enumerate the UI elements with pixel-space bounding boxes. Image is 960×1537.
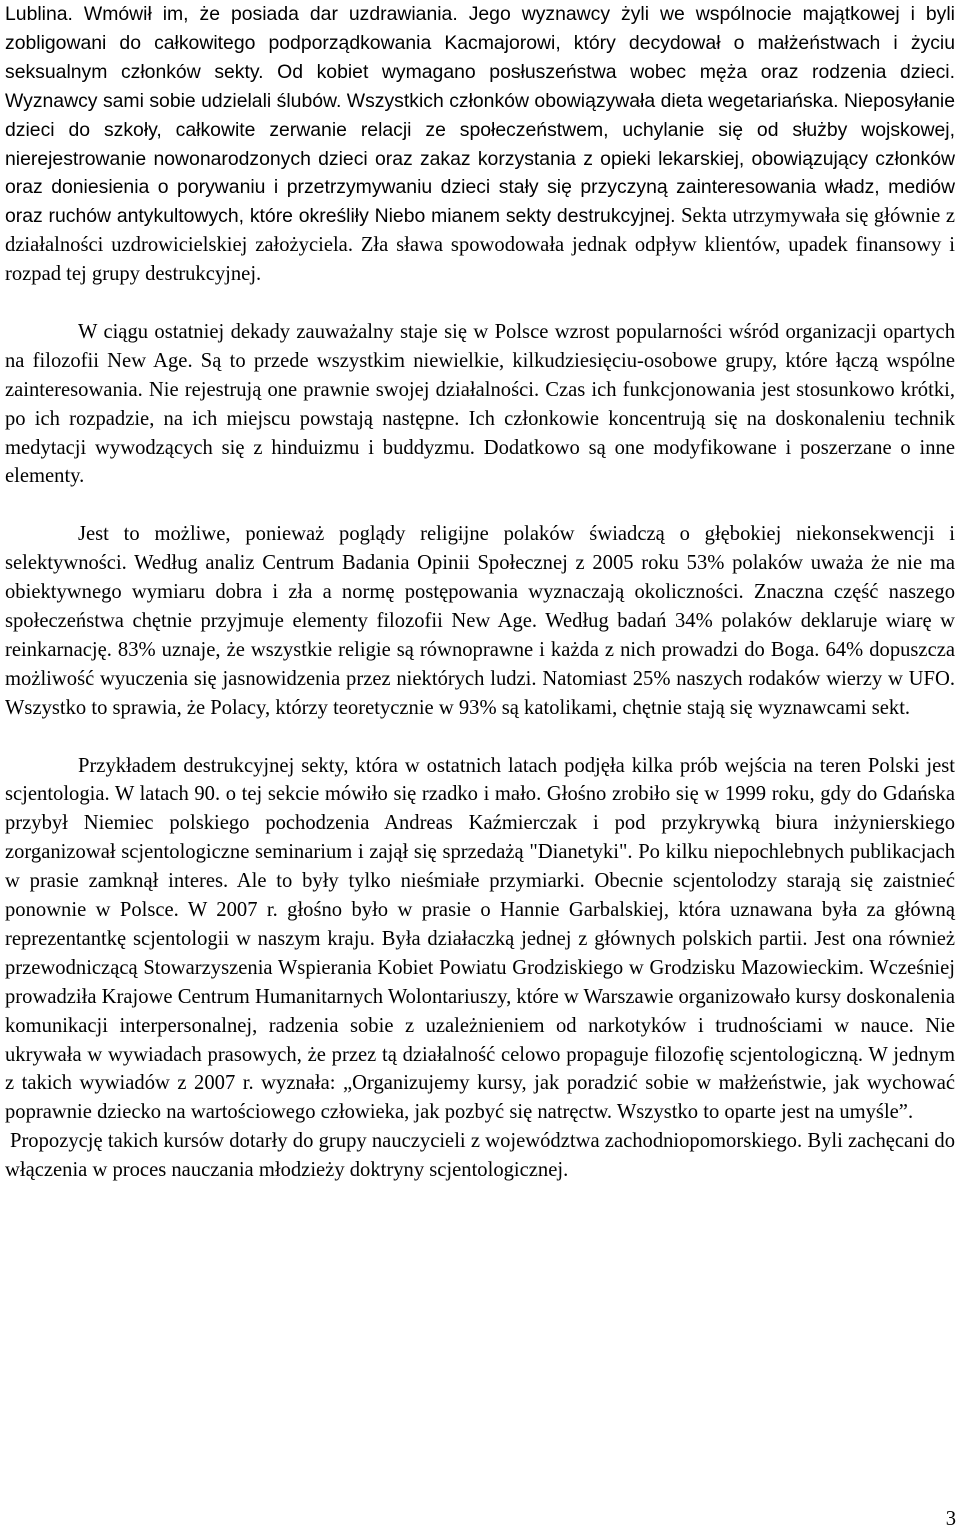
- paragraph-3: [5, 520, 955, 722]
- paragraph-1-segment-3: Nieposyłanie dzieci do szkoły, całkowite zerwanie relacji ze społeczeństwem, uchylanie się od służby wojskowej, nierejestrowanie nowonarodzonych dzieci oraz zakaz korzystania z opieki lekarskiej, obowiązujący członków oraz doniesienia o porywaniu i przetrzymywaniu dzieci stały się przyczyną zainteresowania władz, mediów oraz ruchów antykultowych, które określiły Niebo mianem sekty destrukcyjnej.: [5, 89, 955, 228]
- paragraph-1-segment-1: Lublina. Wmówił im, że posiada dar uzdrawiania. Jego wyznawcy żyli we wspólnocie majątkowej i byli zobligowani do całkowitego podporządkowania Kacmajorowi, który decydował o małżeństwach i życiu seksualnym członków sekty.: [5, 3, 955, 83]
- paragraph-1: [5, 0, 955, 289]
- paragraph-2: [5, 318, 955, 491]
- paragraph-2-text: W ciągu ostatniej dekady zauważalny staje się w Polsce wzrost popularności wśród organizacji opartych na filozofii New Age. Są to przede wszystkim niewielkie, kilkudziesięciu-osobowe grupy, które łączą wspólne zainteresowania. Nie rejestrują one prawnie swojej działalności. Czas ich funkcjonowania jest stosunkowo krótki, po ich rozpadzie, na ich miejscu powstają następne. Ich członkowie koncentrują się na doskonaleniu technik medytacji wywodzących się z hinduizmu i buddyzmu. Dodatkowo są one modyfikowane i poszerzane o inne elementy.: [5, 320, 955, 488]
- paragraph-1-segment-4: Sekta utrzymywała się głównie z działalności uzdrowicielskiej założyciela. Zła sława spowodowała jednak odpływ klientów, upadek finansowy i rozpad tej grupy destrukcyjnej.: [5, 205, 955, 286]
- paragraph-4-text: Przykładem destrukcyjnej sekty, która w ostatnich latach podjęła kilka prób wejścia na teren Polski jest scjentologia. W latach 90. o tej sekcie mówiło się rzadko i mało. Głośno zrobiło się w 1999 roku, gdy do Gdańska przybył Niemiec polskiego pochodzenia Andreas Kaźmierczak i pod przykrywką biura inżynierskiego zorganizował scjentologiczne seminarium i zajął się sprzedażą "Dianetyki". Po kilku niepochlebnych publikacjach w prasie zamknął interes. Ale to były tylko nieśmiałe przymiarki. Obecnie scjentolodzy starają się zaistnieć ponownie w Polsce. W 2007 r. głośno było w prasie o Hannie Garbalskiej, która uznawana była za główną reprezentantkę scjentologii w naszym kraju. Była działaczką jednej z głównych polskich partii. Jest ona również przewodniczącą Stowarzyszenia Wspierania Kobiet Powiatu Grodziskiego w Grodzisku Mazowieckim. Wcześniej prowadziła Krajowe Centrum Humanitarnych Wolontariuszy, które w Warszawie organizowało kursy doskonalenia komunikacji interpersonalnej, radzenia sobie z uzależnieniem od narkotyków i trudnościami w nauce. Nie ukrywała w wywiadach prasowych, że przez tą działalność celowo propaguje filozofię scjentologiczną. W jednym z takich wywiadów z 2007 r. wyznała: „Organizujemy kursy, jak poradzić sobie w małżeństwie, jak wychować poprawnie dziecko na wartościowego człowieka, jak pozbyć się natręctw. Wszystko to oparte jest na umyśle”.: [5, 754, 955, 1124]
- paragraph-1-segment-2: Od kobiet wymagano posłuszeństwa wobec męża oraz rodzenia dzieci. Wyznawcy sami sobie udzielali ślubów. Wszystkich członków obowiązywała dieta wegetariańska.: [5, 60, 955, 112]
- paragraph-5: [5, 1127, 955, 1185]
- paragraph-4: [5, 752, 955, 1128]
- paragraph-5-text: Propozycję takich kursów dotarły do grupy nauczycieli z województwa zachodniopomorskiego. Byli zachęcani do włączenia w proces nauczania młodzieży doktryny scjentologicznej.: [5, 1130, 955, 1182]
- paragraph-3-text: Jest to możliwe, ponieważ poglądy religijne polaków świadczą o głębokiej niekonsekwencji i selektywności. Według analiz Centrum Badania Opinii Społecznej z 2005 roku 53% polaków uważa że nie ma obiektywnego wymiaru dobra i zła a normę postępowania wyznaczają okoliczności. Znaczna część naszego społeczeństwa chętnie przyjmuje elementy filozofii New Age. Według badań 34% polaków deklaruje wiarę w reinkarnację. 83% uznaje, że wszystkie religie są równoprawne i każda z nich prowadzi do Boga. 64% dopuszcza możliwość wyuczenia się jasnowidzenia przez niektórych ludzi. Natomiast 25% naszych rodaków wierzy w UFO. Wszystko to sprawia, że Polacy, którzy teoretycznie w 93% są katolikami, chętnie stają się wyznawcami sekt.: [5, 523, 955, 719]
- document-page: [5, 0, 955, 1185]
- page-number: 3: [945, 1508, 956, 1530]
